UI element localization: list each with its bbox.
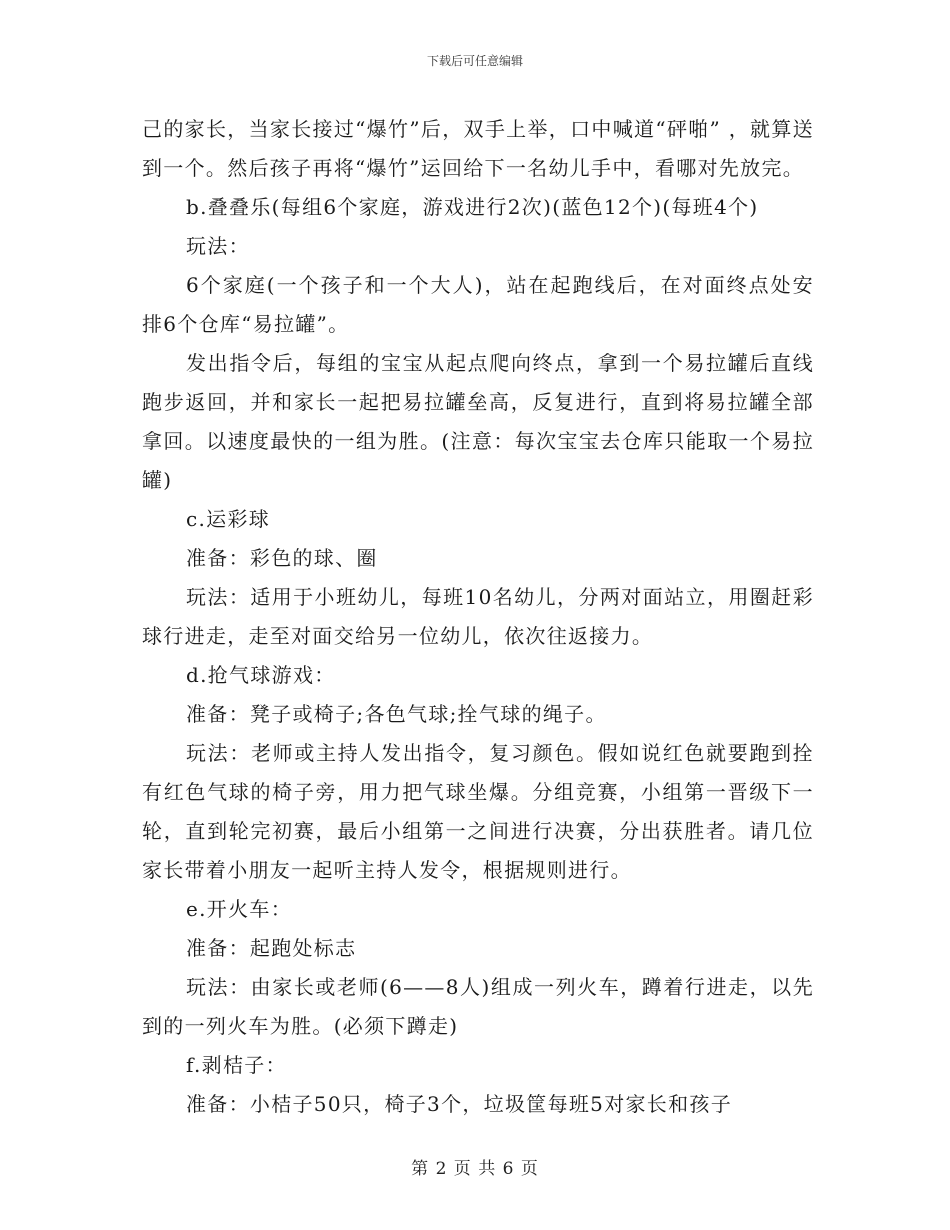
paragraph: 玩法： <box>186 234 250 258</box>
page-header-note: 下载后可任意编辑 <box>426 54 523 68</box>
paragraph: c.运彩球 <box>186 507 271 531</box>
paragraph: 己的家长，当家长接过“爆竹”后，双手上举，口中喊道“砰啪” ，就算送到一个。然后孩子再将“爆竹”运回给下一名幼儿手中，看哪对先放完。 <box>142 117 814 180</box>
paragraph: 准备：小桔子50只，椅子3个，垃圾筐每班5对家长和孩子 <box>186 1092 732 1116</box>
paragraph: e.开火车： <box>186 897 292 921</box>
paragraph: 发出指令后，每组的宝宝从起点爬向终点，拿到一个易拉罐后直线跑步返回，并和家长一起把易拉罐垒高，反复进行，直到将易拉罐全部拿回。以速度最快的一组为胜。(注意：每次宝宝去仓库只能取一个易拉罐) <box>142 351 814 492</box>
document-body <box>142 110 814 1124</box>
paragraph: f.剥桔子： <box>186 1053 287 1077</box>
paragraph: 6个家庭(一个孩子和一个大人)，站在起跑线后，在对面终点处安排6个仓库“易拉罐”。 <box>142 273 814 336</box>
paragraph: 玩法：适用于小班幼儿，每班10名幼儿，分两对面站立，用圈赶彩球行进走，走至对面交给另一位幼儿，依次往返接力。 <box>142 585 814 648</box>
paragraph: 准备：凳子或椅子;各色气球;拴气球的绳子。 <box>186 702 607 726</box>
page-number: 第 2 页 共 6 页 <box>411 1159 539 1179</box>
paragraph: b.叠叠乐(每组6个家庭，游戏进行2次)(蓝色12个)(每班4个) <box>186 195 759 219</box>
paragraph: 玩法：由家长或老师(6——8人)组成一列火车，蹲着行进走，以先到的一列火车为胜。(必须下蹲走) <box>142 975 814 1038</box>
paragraph: 玩法：老师或主持人发出指令，复习颜色。假如说红色就要跑到拴有红色气球的椅子旁，用力把气球坐爆。分组竞赛，小组第一晋级下一轮，直到轮完初赛，最后小组第一之间进行决赛，分出获胜者。请几位家长带着小朋友一起听主持人发令，根据规则进行。 <box>142 741 814 882</box>
paragraph: d.抢气球游戏： <box>186 663 336 687</box>
paragraph: 准备：彩色的球、圈 <box>186 546 378 570</box>
paragraph: 准备：起跑处标志 <box>186 936 357 960</box>
